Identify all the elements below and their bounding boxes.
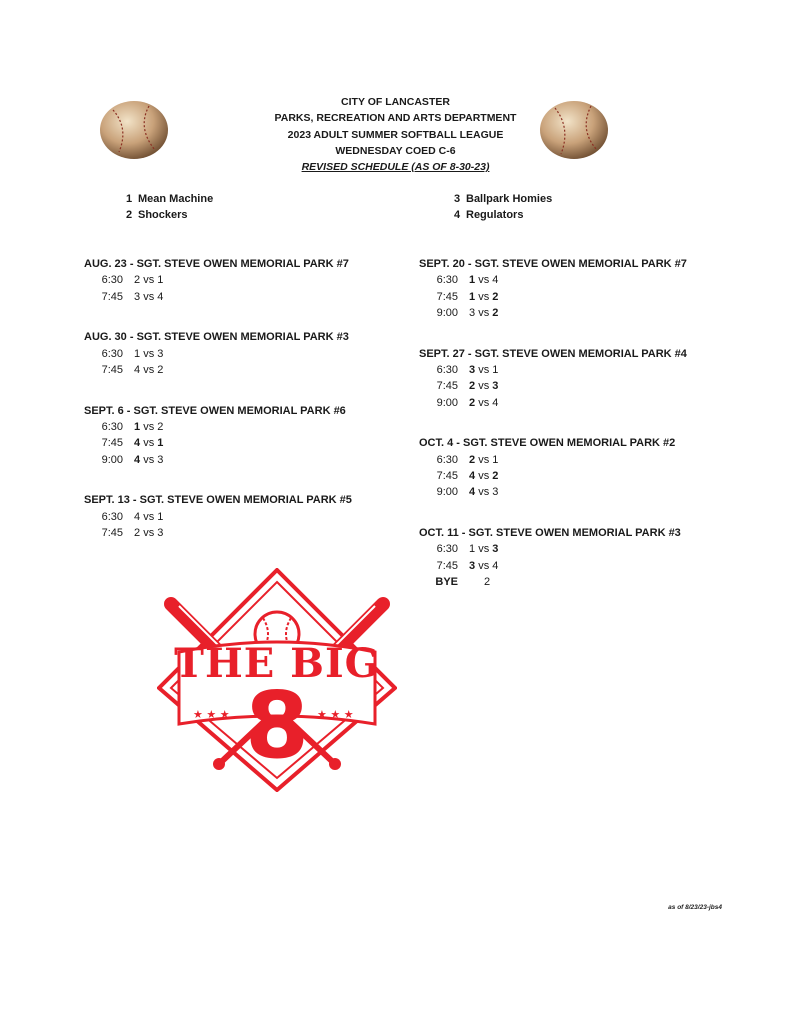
vs-label: vs xyxy=(478,396,490,409)
vs-label: vs xyxy=(143,347,155,360)
home-team: 1 xyxy=(469,274,476,287)
away-team: 2 xyxy=(492,306,499,319)
home-team: 2 xyxy=(134,527,141,540)
schedule-day xyxy=(84,492,352,541)
vs-label: vs xyxy=(478,274,490,287)
home-team: 3 xyxy=(134,290,141,303)
game-row xyxy=(419,362,687,378)
team-number: 4 xyxy=(454,209,461,222)
schedule-day xyxy=(419,256,687,321)
vs-label: vs xyxy=(143,453,155,466)
header-league: 2023 ADULT SUMMER SOFTBALL LEAGUE xyxy=(287,128,504,141)
away-team: 4 xyxy=(492,396,499,409)
schedule-day xyxy=(84,329,352,378)
home-team: 2 xyxy=(469,396,476,409)
vs-label: vs xyxy=(478,453,490,466)
day-title: SEPT. 27 - SGT. STEVE OWEN MEMORIAL PARK #4 xyxy=(419,347,687,360)
schedule-column-left xyxy=(84,256,352,566)
game-row xyxy=(84,525,352,541)
revision-footnote: as of 8/23/23-jbs4 xyxy=(668,904,722,911)
home-team: 3 xyxy=(469,306,476,319)
team-name: Mean Machine xyxy=(138,193,214,205)
vs-label: vs xyxy=(143,363,155,376)
svg-text:★ ★ ★: ★ ★ ★ xyxy=(317,708,354,721)
vs-label: vs xyxy=(143,421,155,434)
team-list-right xyxy=(454,191,552,224)
home-team: 2 xyxy=(134,274,141,287)
game-row xyxy=(84,289,352,305)
away-team: 1 xyxy=(157,437,164,450)
game-time: 7:45 xyxy=(436,380,458,393)
team-list-left xyxy=(126,191,213,224)
game-time: 7:45 xyxy=(436,559,458,572)
svg-text:★ ★ ★: ★ ★ ★ xyxy=(193,708,230,721)
away-team: 2 xyxy=(492,290,499,303)
vs-label: vs xyxy=(143,527,155,540)
game-time: 9:00 xyxy=(436,486,458,499)
game-row xyxy=(419,468,687,484)
bye-team: 2 xyxy=(484,575,491,588)
away-team: 3 xyxy=(492,543,499,556)
home-team: 2 xyxy=(469,380,476,393)
softball-icon xyxy=(539,100,609,160)
home-team: 3 xyxy=(469,363,476,376)
team-entry xyxy=(126,207,213,223)
game-time: 9:00 xyxy=(436,396,458,409)
day-title: SEPT. 20 - SGT. STEVE OWEN MEMORIAL PARK #7 xyxy=(419,258,687,270)
home-team: 2 xyxy=(469,453,476,466)
game-row xyxy=(84,419,352,435)
game-row xyxy=(419,395,687,411)
team-entry xyxy=(454,207,552,223)
schedule-day xyxy=(419,346,687,411)
game-time: 6:30 xyxy=(101,274,123,287)
bye-row xyxy=(419,574,687,590)
header-department: PARKS, RECREATION AND ARTS DEPARTMENT xyxy=(274,112,517,125)
game-time: 7:45 xyxy=(101,527,123,540)
logo-number: 8 xyxy=(244,672,309,779)
day-title: OCT. 4 - SGT. STEVE OWEN MEMORIAL PARK #2 xyxy=(419,437,676,450)
game-row xyxy=(419,541,687,557)
game-time: 7:45 xyxy=(436,290,458,303)
home-team: 4 xyxy=(134,453,141,466)
team-number: 1 xyxy=(126,193,133,205)
team-name: Shockers xyxy=(138,209,188,222)
vs-label: vs xyxy=(143,437,155,450)
away-team: 2 xyxy=(492,469,499,482)
team-name: Regulators xyxy=(466,209,524,222)
game-row xyxy=(419,452,687,468)
vs-label: vs xyxy=(478,290,490,303)
game-time: 7:45 xyxy=(101,437,123,450)
home-team: 1 xyxy=(469,543,476,556)
schedule-column-right xyxy=(419,256,687,615)
day-title: AUG. 30 - SGT. STEVE OWEN MEMORIAL PARK #3 xyxy=(84,331,349,344)
away-team: 3 xyxy=(492,486,499,499)
game-time: 6:30 xyxy=(101,347,123,360)
game-time: 7:45 xyxy=(101,290,123,303)
away-team: 4 xyxy=(492,274,499,287)
game-time: 7:45 xyxy=(436,469,458,482)
game-row xyxy=(84,346,352,362)
team-entry xyxy=(454,191,552,207)
vs-label: vs xyxy=(478,543,490,556)
game-row xyxy=(84,509,352,525)
home-team: 3 xyxy=(469,559,476,572)
game-time: 9:00 xyxy=(436,306,458,319)
game-row xyxy=(419,289,687,305)
game-row xyxy=(419,378,687,394)
home-team: 4 xyxy=(469,469,476,482)
vs-label: vs xyxy=(478,486,490,499)
game-row xyxy=(419,272,687,288)
vs-label: vs xyxy=(143,274,155,287)
home-team: 4 xyxy=(134,363,141,376)
vs-label: vs xyxy=(478,306,490,319)
schedule-day xyxy=(84,403,352,468)
vs-label: vs xyxy=(143,290,155,303)
schedule-day xyxy=(419,525,687,590)
vs-label: vs xyxy=(478,380,490,393)
softball-icon xyxy=(99,100,169,160)
game-row xyxy=(84,272,352,288)
schedule-day xyxy=(84,256,352,305)
game-time: 6:30 xyxy=(101,510,123,523)
bye-label: BYE xyxy=(435,575,458,588)
team-name: Ballpark Homies xyxy=(466,193,553,205)
home-team: 1 xyxy=(469,290,476,303)
day-title: AUG. 23 - SGT. STEVE OWEN MEMORIAL PARK #7 xyxy=(84,258,349,270)
day-title: SEPT. 13 - SGT. STEVE OWEN MEMORIAL PARK #5 xyxy=(84,494,352,507)
header-revised-schedule: REVISED SCHEDULE (AS OF 8-30-23) xyxy=(301,161,490,174)
game-row xyxy=(419,305,687,321)
away-team: 2 xyxy=(157,421,164,434)
away-team: 1 xyxy=(157,510,164,523)
team-number: 2 xyxy=(126,209,133,222)
away-team: 3 xyxy=(157,453,164,466)
away-team: 2 xyxy=(157,363,164,376)
game-time: 7:45 xyxy=(101,363,123,376)
game-time: 6:30 xyxy=(101,421,123,434)
game-row xyxy=(84,362,352,378)
away-team: 4 xyxy=(492,559,499,572)
team-number: 3 xyxy=(454,193,461,205)
home-team: 4 xyxy=(134,437,141,450)
day-title: OCT. 11 - SGT. STEVE OWEN MEMORIAL PARK #3 xyxy=(419,527,681,540)
home-team: 4 xyxy=(134,510,141,523)
away-team: 1 xyxy=(157,274,164,287)
vs-label: vs xyxy=(478,363,490,376)
schedule-day xyxy=(419,435,687,500)
home-team: 4 xyxy=(469,486,476,499)
game-time: 6:30 xyxy=(436,543,458,556)
header-city: CITY OF LANCASTER xyxy=(341,96,450,108)
game-time: 6:30 xyxy=(436,363,458,376)
header-division: WEDNESDAY COED C-6 xyxy=(335,144,456,157)
game-row xyxy=(84,435,352,451)
vs-label: vs xyxy=(143,510,155,523)
home-team: 1 xyxy=(134,347,141,360)
away-team: 4 xyxy=(157,290,164,303)
vs-label: vs xyxy=(478,469,490,482)
away-team: 3 xyxy=(157,527,164,540)
day-title: SEPT. 6 - SGT. STEVE OWEN MEMORIAL PARK #6 xyxy=(84,404,346,417)
game-row xyxy=(419,484,687,500)
game-row xyxy=(84,452,352,468)
vs-label: vs xyxy=(478,559,490,572)
home-team: 1 xyxy=(134,421,141,434)
game-time: 6:30 xyxy=(436,274,458,287)
away-team: 3 xyxy=(492,380,499,393)
away-team: 3 xyxy=(157,347,164,360)
game-row xyxy=(419,558,687,574)
game-time: 9:00 xyxy=(101,453,123,466)
logo-wordmark: THE BIG xyxy=(174,640,380,687)
game-time: 6:30 xyxy=(436,453,458,466)
team-entry xyxy=(126,191,213,207)
away-team: 1 xyxy=(492,363,499,376)
away-team: 1 xyxy=(492,453,499,466)
